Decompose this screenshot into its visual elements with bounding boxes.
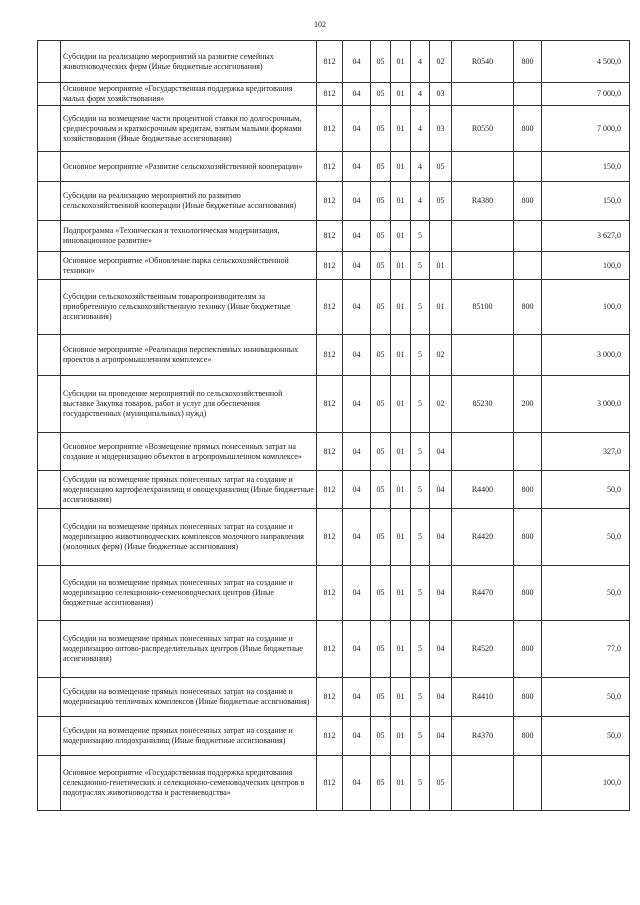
amount: 327,0 <box>542 433 630 471</box>
amount: 100,0 <box>542 756 630 811</box>
code-direction: R4420 <box>452 509 514 566</box>
code-program: 01 <box>391 280 411 335</box>
code-expense-type <box>514 433 542 471</box>
table-row <box>38 433 630 471</box>
amount: 150,0 <box>542 182 630 221</box>
code-event <box>430 221 452 252</box>
code-chapter: 812 <box>317 41 343 83</box>
code-chapter: 812 <box>317 509 343 566</box>
code-chapter: 812 <box>317 621 343 678</box>
table-row <box>38 756 630 811</box>
code-program: 01 <box>391 621 411 678</box>
amount: 50,0 <box>542 678 630 717</box>
row-number-cell <box>38 756 61 811</box>
code-section: 04 <box>343 756 371 811</box>
amount: 7 000,0 <box>542 106 630 152</box>
amount: 50,0 <box>542 566 630 621</box>
code-subsection: 05 <box>371 280 391 335</box>
item-name: Субсидии на возмещение прямых понесенных затрат на создание и модернизацию животноводческих комплексов молочного направления (молочных ферм) (Иные бюджетные ассигнования) <box>61 509 317 566</box>
row-number-cell <box>38 566 61 621</box>
code-chapter: 812 <box>317 433 343 471</box>
code-program: 01 <box>391 182 411 221</box>
code-expense-type <box>514 335 542 376</box>
item-name: Основное мероприятие «Обновление парка сельскохозяйственной техники» <box>61 252 317 280</box>
row-number-cell <box>38 335 61 376</box>
item-name: Основное мероприятие «Развитие сельскохозяйственной кооперации» <box>61 152 317 182</box>
code-subsection: 05 <box>371 106 391 152</box>
amount: 3 000,0 <box>542 335 630 376</box>
code-section: 04 <box>343 252 371 280</box>
code-event: 04 <box>430 509 452 566</box>
table-row <box>38 83 630 106</box>
code-subsection: 05 <box>371 83 391 106</box>
item-name: Субсидии на возмещение прямых понесенных затрат на создание и модернизацию картофелехранилищ и овощехранилищ (Иные бюджетные ассигнования) <box>61 471 317 509</box>
code-subprogram: 5 <box>411 717 430 756</box>
code-subsection: 05 <box>371 678 391 717</box>
code-event: 03 <box>430 83 452 106</box>
code-subprogram: 5 <box>411 221 430 252</box>
code-subprogram: 5 <box>411 376 430 433</box>
table-row <box>38 471 630 509</box>
code-program: 01 <box>391 252 411 280</box>
table-row <box>38 678 630 717</box>
row-number-cell <box>38 221 61 252</box>
code-expense-type: 800 <box>514 509 542 566</box>
code-direction <box>452 756 514 811</box>
code-program: 01 <box>391 41 411 83</box>
item-name: Подпрограмма «Техническая и технологическая модернизация, инновационное развитие» <box>61 221 317 252</box>
code-event: 05 <box>430 182 452 221</box>
page-number: 102 <box>314 20 326 29</box>
code-subprogram: 5 <box>411 433 430 471</box>
table-row <box>38 717 630 756</box>
table-row <box>38 376 630 433</box>
item-name: Субсидии на возмещение части процентной ставки по долгосрочным, среднесрочным и краткосрочным кредитам, взятым малыми формами хозяйствования (Иные бюджетные ассигнования) <box>61 106 317 152</box>
code-subsection: 05 <box>371 756 391 811</box>
code-direction <box>452 433 514 471</box>
code-subprogram: 4 <box>411 152 430 182</box>
item-name: Основное мероприятие «Реализация перспективных инновационных проектов в агропромышленном комплексе» <box>61 335 317 376</box>
code-section: 04 <box>343 621 371 678</box>
code-subsection: 05 <box>371 152 391 182</box>
code-program: 01 <box>391 717 411 756</box>
code-section: 04 <box>343 678 371 717</box>
code-expense-type <box>514 221 542 252</box>
code-subprogram: 4 <box>411 41 430 83</box>
code-expense-type <box>514 252 542 280</box>
code-direction <box>452 252 514 280</box>
code-section: 04 <box>343 376 371 433</box>
table-row <box>38 221 630 252</box>
amount: 7 000,0 <box>542 83 630 106</box>
amount: 4 500,0 <box>542 41 630 83</box>
code-program: 01 <box>391 335 411 376</box>
code-subsection: 05 <box>371 376 391 433</box>
table-row <box>38 252 630 280</box>
row-number-cell <box>38 376 61 433</box>
code-chapter: 812 <box>317 221 343 252</box>
code-event: 02 <box>430 335 452 376</box>
code-program: 01 <box>391 678 411 717</box>
code-direction: R4470 <box>452 566 514 621</box>
table-row <box>38 182 630 221</box>
code-section: 04 <box>343 182 371 221</box>
item-name: Субсидии на возмещение прямых понесенных затрат на создание и модернизацию плодохранилищ (Иные бюджетные ассигнования) <box>61 717 317 756</box>
code-subprogram: 5 <box>411 509 430 566</box>
row-number-cell <box>38 41 61 83</box>
table-row <box>38 41 630 83</box>
item-name: Субсидии на реализацию мероприятий на развитие семейных животноводческих ферм (Иные бюджетные ассигнования) <box>61 41 317 83</box>
code-direction: R4380 <box>452 182 514 221</box>
code-subsection: 05 <box>371 41 391 83</box>
table-row <box>38 152 630 182</box>
code-section: 04 <box>343 566 371 621</box>
code-subprogram: 4 <box>411 182 430 221</box>
code-direction <box>452 221 514 252</box>
code-program: 01 <box>391 221 411 252</box>
row-number-cell <box>38 182 61 221</box>
code-expense-type: 800 <box>514 621 542 678</box>
code-program: 01 <box>391 106 411 152</box>
code-chapter: 812 <box>317 152 343 182</box>
code-subprogram: 5 <box>411 280 430 335</box>
code-chapter: 812 <box>317 376 343 433</box>
code-program: 01 <box>391 152 411 182</box>
amount: 100,0 <box>542 280 630 335</box>
code-event: 05 <box>430 152 452 182</box>
row-number-cell <box>38 678 61 717</box>
code-expense-type: 800 <box>514 41 542 83</box>
amount: 3 000,0 <box>542 376 630 433</box>
table-row <box>38 566 630 621</box>
code-subprogram: 5 <box>411 566 430 621</box>
table-row <box>38 335 630 376</box>
table-row <box>38 280 630 335</box>
code-expense-type: 800 <box>514 280 542 335</box>
code-subprogram: 5 <box>411 471 430 509</box>
code-direction: R4400 <box>452 471 514 509</box>
code-subsection: 05 <box>371 509 391 566</box>
code-section: 04 <box>343 83 371 106</box>
budget-table <box>37 40 630 811</box>
item-name: Субсидии на реализацию мероприятий по развитию сельскохозяйственной кооперации (Иные бюджетные ассигнования) <box>61 182 317 221</box>
item-name: Субсидии на возмещение прямых понесенных затрат на создание и модернизацию оптово-распределительных центров (Иные бюджетные ассигнования) <box>61 621 317 678</box>
item-name: Субсидии сельскохозяйственным товаропроизводителям за приобретенную сельскохозяйственную технику (Иные бюджетные ассигнования) <box>61 280 317 335</box>
row-number-cell <box>38 717 61 756</box>
item-name: Субсидии на проведение мероприятий по сельскохозяйственной выставке Закупка товаров, работ и услуг для обеспечения государственных (муниципальных) нужд) <box>61 376 317 433</box>
code-direction <box>452 83 514 106</box>
item-name: Основное мероприятие «Возмещение прямых понесенных затрат на создание и модернизацию объектов в агропромышленном комплексе» <box>61 433 317 471</box>
code-expense-type <box>514 152 542 182</box>
code-chapter: 812 <box>317 335 343 376</box>
code-expense-type: 200 <box>514 376 542 433</box>
code-section: 04 <box>343 152 371 182</box>
code-subprogram: 5 <box>411 756 430 811</box>
code-event: 02 <box>430 376 452 433</box>
code-direction <box>452 335 514 376</box>
code-program: 01 <box>391 756 411 811</box>
code-program: 01 <box>391 83 411 106</box>
code-expense-type <box>514 756 542 811</box>
code-event: 02 <box>430 41 452 83</box>
code-subsection: 05 <box>371 433 391 471</box>
table-row <box>38 509 630 566</box>
code-chapter: 812 <box>317 252 343 280</box>
amount: 100,0 <box>542 252 630 280</box>
code-event: 01 <box>430 280 452 335</box>
code-section: 04 <box>343 106 371 152</box>
code-subsection: 05 <box>371 335 391 376</box>
code-direction: 85230 <box>452 376 514 433</box>
code-section: 04 <box>343 280 371 335</box>
table-body <box>38 41 630 811</box>
code-chapter: 812 <box>317 106 343 152</box>
code-subsection: 05 <box>371 221 391 252</box>
code-subprogram: 5 <box>411 621 430 678</box>
code-expense-type: 800 <box>514 678 542 717</box>
code-event: 04 <box>430 678 452 717</box>
code-program: 01 <box>391 376 411 433</box>
row-number-cell <box>38 433 61 471</box>
code-section: 04 <box>343 41 371 83</box>
code-event: 05 <box>430 756 452 811</box>
code-event: 01 <box>430 252 452 280</box>
code-direction <box>452 152 514 182</box>
code-subprogram: 5 <box>411 335 430 376</box>
code-event: 04 <box>430 717 452 756</box>
code-chapter: 812 <box>317 83 343 106</box>
item-name: Основное мероприятие «Государственная поддержка кредитования малых форм хозяйствования» <box>61 83 317 106</box>
code-subprogram: 5 <box>411 678 430 717</box>
code-expense-type <box>514 83 542 106</box>
table-row <box>38 106 630 152</box>
amount: 50,0 <box>542 471 630 509</box>
row-number-cell <box>38 252 61 280</box>
code-chapter: 812 <box>317 756 343 811</box>
amount: 50,0 <box>542 509 630 566</box>
row-number-cell <box>38 106 61 152</box>
item-name: Субсидии на возмещение прямых понесенных затрат на создание и модернизацию тепличных комплексов (Иные бюджетные ассигнования) <box>61 678 317 717</box>
code-subsection: 05 <box>371 566 391 621</box>
code-direction: R0540 <box>452 41 514 83</box>
code-direction: 85100 <box>452 280 514 335</box>
code-subprogram: 4 <box>411 106 430 152</box>
code-chapter: 812 <box>317 182 343 221</box>
code-section: 04 <box>343 433 371 471</box>
code-event: 04 <box>430 621 452 678</box>
code-expense-type: 800 <box>514 566 542 621</box>
code-program: 01 <box>391 509 411 566</box>
code-chapter: 812 <box>317 280 343 335</box>
code-event: 04 <box>430 471 452 509</box>
code-subsection: 05 <box>371 182 391 221</box>
amount: 77,0 <box>542 621 630 678</box>
code-chapter: 812 <box>317 717 343 756</box>
row-number-cell <box>38 152 61 182</box>
code-section: 04 <box>343 335 371 376</box>
code-direction: R4370 <box>452 717 514 756</box>
code-chapter: 812 <box>317 678 343 717</box>
code-subsection: 05 <box>371 621 391 678</box>
amount: 150,0 <box>542 152 630 182</box>
code-direction: R4410 <box>452 678 514 717</box>
code-section: 04 <box>343 717 371 756</box>
amount: 3 627,0 <box>542 221 630 252</box>
table-row <box>38 621 630 678</box>
row-number-cell <box>38 471 61 509</box>
code-section: 04 <box>343 221 371 252</box>
code-program: 01 <box>391 433 411 471</box>
code-section: 04 <box>343 509 371 566</box>
code-chapter: 812 <box>317 471 343 509</box>
row-number-cell <box>38 83 61 106</box>
row-number-cell <box>38 509 61 566</box>
code-program: 01 <box>391 566 411 621</box>
code-event: 04 <box>430 433 452 471</box>
amount: 50,0 <box>542 717 630 756</box>
code-subsection: 05 <box>371 717 391 756</box>
code-subsection: 05 <box>371 252 391 280</box>
code-section: 04 <box>343 471 371 509</box>
code-program: 01 <box>391 471 411 509</box>
code-subsection: 05 <box>371 471 391 509</box>
code-subprogram: 5 <box>411 252 430 280</box>
code-event: 03 <box>430 106 452 152</box>
code-expense-type: 800 <box>514 717 542 756</box>
code-direction: R4520 <box>452 621 514 678</box>
item-name: Основное мероприятие «Государственная поддержка кредитования селекционно-генетических и селекционно-семеноводческих центров в подотраслях животноводства и растениеводства» <box>61 756 317 811</box>
code-subprogram: 4 <box>411 83 430 106</box>
code-event: 04 <box>430 566 452 621</box>
code-expense-type: 800 <box>514 182 542 221</box>
code-expense-type: 800 <box>514 471 542 509</box>
row-number-cell <box>38 280 61 335</box>
row-number-cell <box>38 621 61 678</box>
code-chapter: 812 <box>317 566 343 621</box>
code-direction: R0550 <box>452 106 514 152</box>
code-expense-type: 800 <box>514 106 542 152</box>
item-name: Субсидии на возмещение прямых понесенных затрат на создание и модернизацию селекционно-семеноводческих центров (Иные бюджетные ассигнования) <box>61 566 317 621</box>
